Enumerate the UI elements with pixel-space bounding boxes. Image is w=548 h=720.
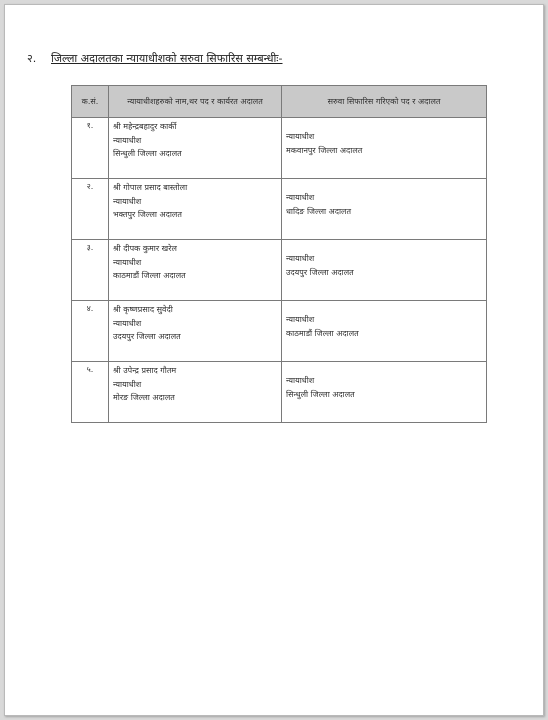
judge-post: न्यायाधीश bbox=[113, 318, 142, 328]
new-court: उदयपुर जिल्ला अदालत bbox=[286, 268, 354, 277]
new-court: धादिङ जिल्ला अदालत bbox=[286, 207, 352, 216]
table-row bbox=[72, 240, 487, 301]
current-court: उदयपुर जिल्ला अदालत bbox=[113, 332, 181, 341]
recommended-details-cell bbox=[282, 362, 487, 423]
recommended-details-cell bbox=[282, 240, 487, 301]
serial-number-cell: ३. bbox=[72, 240, 109, 301]
table-header-row bbox=[72, 86, 487, 118]
new-post: न्यायाधीश bbox=[286, 193, 315, 202]
current-details-cell bbox=[109, 118, 282, 179]
judge-post: न्यायाधीश bbox=[113, 257, 142, 267]
current-court: भक्तपुर जिल्ला अदालत bbox=[113, 210, 182, 219]
new-court: मकवानपुर जिल्ला अदालत bbox=[286, 146, 363, 155]
judge-post: न्यायाधीश bbox=[113, 196, 142, 206]
judge-post: न्यायाधीश bbox=[113, 379, 142, 389]
serial-number-cell: ५. bbox=[72, 362, 109, 423]
table-row bbox=[72, 118, 487, 179]
judge-name: श्री महेन्द्रबहादुर कार्की bbox=[113, 122, 177, 131]
current-details-cell bbox=[109, 179, 282, 240]
document-page bbox=[4, 4, 544, 716]
serial-number-cell: २. bbox=[72, 179, 109, 240]
header-serial-number: क.सं. bbox=[72, 86, 109, 118]
table-row bbox=[72, 301, 487, 362]
table-row bbox=[72, 362, 487, 423]
recommended-details-cell bbox=[282, 301, 487, 362]
new-post: न्यायाधीश bbox=[286, 376, 315, 385]
table-row bbox=[72, 179, 487, 240]
section-title: जिल्ला अदालतका न्यायाधीशको सरुवा सिफारिस सम्बन्धीः- bbox=[51, 52, 283, 65]
serial-number-cell: ४. bbox=[72, 301, 109, 362]
judge-name: श्री उपेन्द्र प्रसाद गौतम bbox=[113, 366, 177, 375]
judge-post: न्यायाधीश bbox=[113, 135, 142, 145]
new-court: काठमाडौं जिल्ला अदालत bbox=[286, 329, 359, 338]
new-post: न्यायाधीश bbox=[286, 254, 315, 263]
header-current-details: न्यायाधीशहरुको नाम,थर पद र कार्यरत अदालत bbox=[109, 86, 282, 118]
new-post: न्यायाधीश bbox=[286, 132, 315, 141]
section-heading bbox=[27, 51, 283, 66]
judge-name: श्री कृष्णप्रसाद सुवेदी bbox=[113, 305, 173, 314]
judge-name: श्री दीपक कुमार खरेल bbox=[113, 244, 177, 253]
serial-number-cell: १. bbox=[72, 118, 109, 179]
new-post: न्यायाधीश bbox=[286, 315, 315, 324]
current-court: मोरङ जिल्ला अदालत bbox=[113, 393, 175, 402]
recommended-details-cell bbox=[282, 118, 487, 179]
current-details-cell bbox=[109, 240, 282, 301]
current-court: सिन्धुली जिल्ला अदालत bbox=[113, 149, 182, 158]
current-details-cell bbox=[109, 362, 282, 423]
transfer-table bbox=[71, 85, 487, 423]
new-court: सिन्धुली जिल्ला अदालत bbox=[286, 390, 355, 399]
header-recommended-details: सरुवा सिफारिस गरिएको पद र अदालत bbox=[282, 86, 487, 118]
current-details-cell bbox=[109, 301, 282, 362]
current-court: काठमाडौं जिल्ला अदालत bbox=[113, 271, 186, 280]
section-number: २. bbox=[27, 52, 37, 65]
recommended-details-cell bbox=[282, 179, 487, 240]
judge-name: श्री गोपाल प्रसाद बास्तोला bbox=[113, 183, 188, 192]
